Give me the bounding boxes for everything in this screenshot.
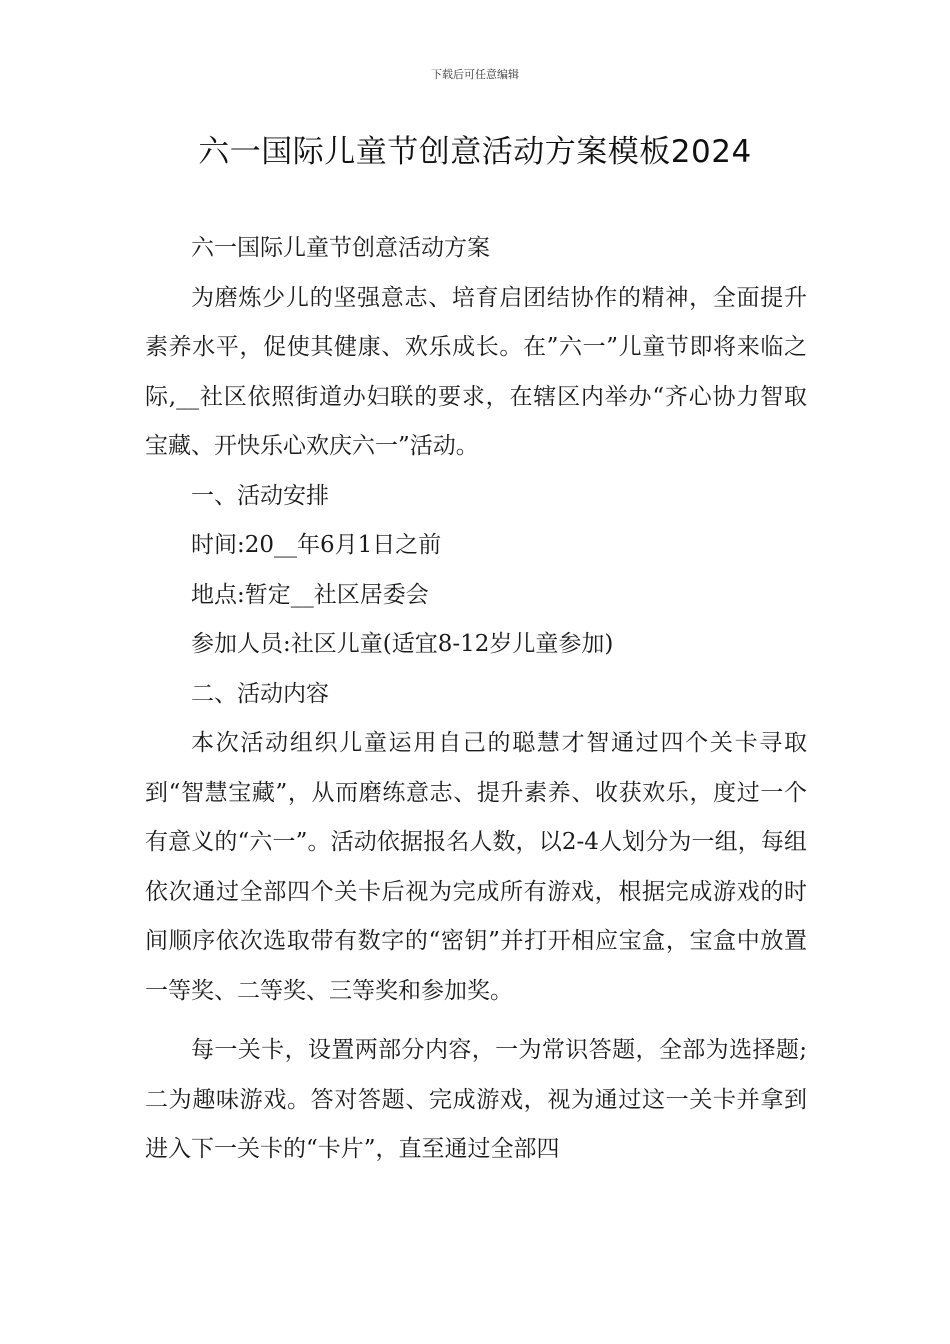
paragraph-checkpoints: 每一关卡，设置两部分内容，一为常识答题，全部为选择题;二为趣味游戏。答对答题、完成游戏，视为通过这一关卡并拿到进入下一关卡的“卡片”，直至通过全部四 xyxy=(145,1037,807,1162)
section-heading-content: 二、活动内容 xyxy=(191,680,329,707)
document-body xyxy=(145,224,807,1175)
document-title: 六一国际儿童节创意活动方案模板2024 xyxy=(198,134,752,170)
paragraph-participants: 参加人员:社区儿童(适宜8-12岁儿童参加) xyxy=(191,631,614,657)
section-heading-arrangement: 一、活动安排 xyxy=(191,482,329,509)
paragraph-intro: 为磨炼少儿的坚强意志、培育启团结协作的精神，全面提升素养水平，促使其健康、欢乐成长。在”六一”儿童节即将来临之际,__社区依照街道办妇联的要求，在辖区内举办“齐心协力智取宝藏、开快乐心欢庆六一”活动。 xyxy=(145,284,807,459)
header-note: 下载后可任意编辑 xyxy=(431,68,519,81)
paragraph-location: 地点:暂定__社区居委会 xyxy=(191,581,429,608)
paragraph-subtitle: 六一国际儿童节创意活动方案 xyxy=(191,235,490,261)
paragraph-time: 时间:20__年6月1日之前 xyxy=(191,532,442,558)
paragraph-content: 本次活动组织儿童运用自己的聪慧才智通过四个关卡寻取到“智慧宝藏”，从而磨练意志、提升素养、收获欢乐，度过一个有意义的“六一”。活动依据报名人数，以2-4人划分为一组，每组依次通过全部四个关卡后视为完成所有游戏，根据完成游戏的时间顺序依次选取带有数字的“密钥”并打开相应宝盒，宝盒中放置一等奖、二等奖、三等奖和参加奖。 xyxy=(145,730,807,1004)
